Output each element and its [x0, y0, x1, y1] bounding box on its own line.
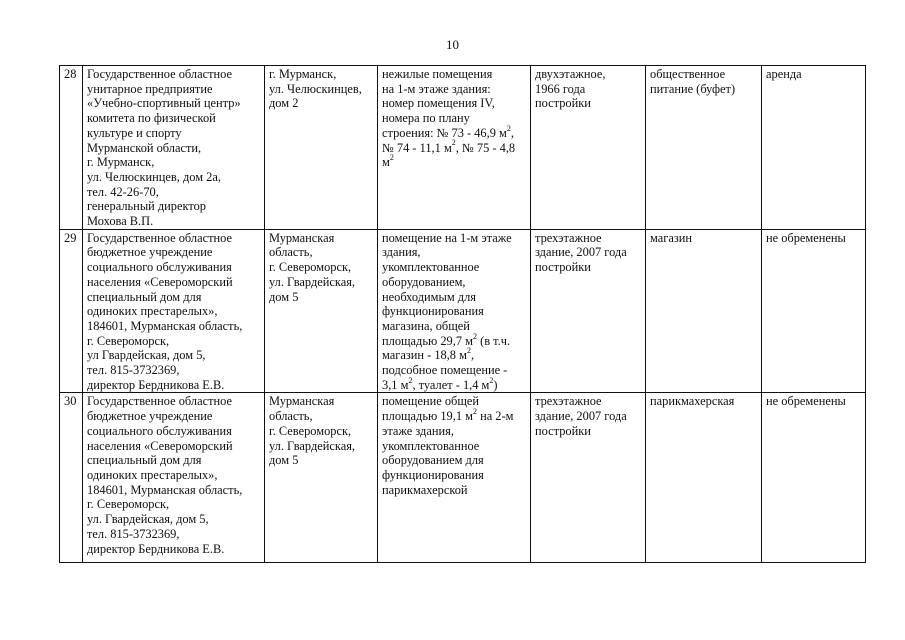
purpose-cell-line: магазин — [650, 230, 692, 245]
building-cell-line: здание, 2007 года — [535, 245, 627, 260]
building-cell-line: трехэтажное — [535, 230, 602, 245]
premises-cell-line: функционирования — [382, 304, 484, 319]
building-cell-line: постройки — [535, 423, 591, 438]
premises-cell-line: парикмахерской — [382, 482, 468, 497]
premises-cell-line: магазина, общей — [382, 318, 470, 333]
building-cell — [531, 393, 646, 563]
organization-cell-line: г. Североморск, — [87, 497, 170, 512]
organization-cell-line: 184601, Мурманская область, — [87, 482, 243, 497]
row-number: 29 — [60, 229, 83, 393]
premises-cell-line: помещение на 1-м этаже — [382, 230, 512, 245]
building-cell — [531, 229, 646, 393]
table-row — [60, 66, 866, 230]
premises-cell-line: функционирования — [382, 467, 484, 482]
organization-cell-line: социального обслуживания — [87, 260, 232, 275]
premises-cell-line: площадью 19,1 $м^2$ на 2-м — [382, 407, 514, 424]
purpose-cell — [646, 393, 762, 563]
address-cell-line: ул. Гвардейская, — [269, 274, 356, 289]
organization-cell-line: унитарное предприятие — [87, 81, 213, 96]
encumbrance-cell — [762, 229, 866, 393]
row-number: 30 — [60, 393, 83, 563]
premises-cell-line: площадью 29,7 $м^2$ (в т.ч. — [382, 331, 511, 348]
organization-cell-line: бюджетное учреждение — [87, 409, 213, 424]
building-cell-line: трехэтажное — [535, 394, 602, 409]
premises-cell-line: оборудованием для — [382, 453, 484, 468]
encumbrance-cell-line: аренда — [766, 67, 802, 81]
organization-cell-line: тел. 815-3732369, — [87, 363, 180, 378]
purpose-cell-line: парикмахерская — [650, 394, 735, 409]
organization-cell-line: генеральный директор — [87, 199, 206, 214]
premises-cell-line: помещение общей — [382, 394, 480, 409]
page-number: 10 — [446, 37, 459, 52]
building-cell-line: постройки — [535, 260, 591, 275]
premises-cell — [378, 66, 531, 230]
premises-cell-line: $м^2$ — [382, 153, 394, 170]
address-cell-line: г. Североморск, — [269, 423, 352, 438]
purpose-cell — [646, 229, 762, 393]
address-cell-line: ул. Челюскинцев, — [269, 81, 362, 96]
row-number: 28 — [60, 66, 83, 230]
organization-cell-line: культуре и спорту — [87, 125, 182, 140]
premises-cell-line: необходимым для — [382, 289, 476, 304]
organization-cell-line: комитета по физической — [87, 111, 216, 126]
building-cell-line: постройки — [535, 96, 591, 111]
address-cell-line: область, — [269, 245, 313, 260]
organization-cell-line: 184601, Мурманская область, — [87, 318, 243, 333]
organization-cell-line: тел. 815-3732369, — [87, 526, 180, 541]
building-cell — [531, 66, 646, 230]
organization-cell-line: г. Мурманск, — [87, 155, 155, 170]
purpose-cell-line: общественное — [650, 67, 726, 81]
address-cell-line: область, — [269, 409, 313, 424]
encumbrance-cell — [762, 393, 866, 563]
organization-cell-line: Мохова В.П. — [87, 214, 154, 229]
encumbrance-cell-line: не обременены — [766, 230, 846, 245]
organization-cell-line: ул. Гвардейская, дом 5, — [87, 512, 209, 527]
organization-cell — [83, 229, 265, 393]
encumbrance-cell — [762, 66, 866, 230]
premises-cell-line: номер помещения IV, — [382, 96, 495, 111]
premises-cell-line: на 1-м этаже здания: — [382, 81, 491, 96]
organization-cell — [83, 393, 265, 563]
organization-cell-line: Мурманской области, — [87, 140, 202, 155]
premises-cell — [378, 393, 531, 563]
purpose-cell — [646, 66, 762, 230]
address-cell — [265, 393, 378, 563]
premises-cell-line: этаже здания, — [382, 423, 454, 438]
building-cell-line: двухэтажное, — [535, 67, 606, 81]
premises-cell-line: строения: № 73 - 46,9 $м^2$, — [382, 123, 514, 140]
address-cell-line: г. Североморск, — [269, 260, 352, 275]
address-cell-line: Мурманская — [269, 394, 335, 409]
organization-cell-line: бюджетное учреждение — [87, 245, 213, 260]
address-cell-line: дом 2 — [269, 96, 299, 111]
premises-cell-line: укомплектованное — [382, 260, 480, 275]
organization-cell-line: одиноких престарелых», — [87, 304, 218, 319]
organization-cell-line: населения «Североморский — [87, 438, 233, 453]
organization-cell-line: ул. Челюскинцев, дом 2а, — [87, 169, 221, 184]
organization-cell-line: социального обслуживания — [87, 423, 232, 438]
address-cell — [265, 66, 378, 230]
address-cell-line: г. Мурманск, — [269, 67, 337, 81]
premises-cell-line: 3,1 $м^2$, туалет - 1,4 $м^2$) — [382, 375, 498, 392]
organization-cell-line: Государственное областное — [87, 230, 232, 245]
table-row — [60, 393, 866, 563]
premises-cell-line: № 74 - 11,1 $м^2$, № 75 - 4,8 — [382, 138, 516, 155]
organization-cell-line: тел. 42-26-70, — [87, 184, 159, 199]
purpose-cell-line: питание (буфет) — [650, 81, 736, 96]
premises-cell-line: оборудованием, — [382, 274, 466, 289]
organization-cell-line: Государственное областное — [87, 67, 232, 81]
organization-cell-line: одиноких престарелых», — [87, 467, 218, 482]
organization-cell-line: Государственное областное — [87, 394, 232, 409]
organization-cell-line: «Учебно-спортивный центр» — [87, 96, 241, 111]
building-cell-line: здание, 2007 года — [535, 409, 627, 424]
premises-cell-line: подсобное помещение - — [382, 363, 508, 378]
organization-cell-line: г. Североморск, — [87, 333, 170, 348]
premises-cell-line: номера по плану — [382, 111, 470, 126]
organization-cell-line: директор Бердникова Е.В. — [87, 377, 225, 392]
premises-cell — [378, 229, 531, 393]
organization-cell-line: директор Бердникова Е.В. — [87, 541, 225, 556]
organization-cell-line: специальный дом для — [87, 289, 202, 304]
premises-cell-line: магазин - 18,8 $м^2$, — [382, 346, 475, 363]
premises-cell-line: нежилые помещения — [382, 67, 493, 81]
address-cell-line: дом 5 — [269, 453, 299, 468]
address-cell-line: дом 5 — [269, 289, 299, 304]
address-cell-line: ул. Гвардейская, — [269, 438, 356, 453]
property-table — [59, 65, 866, 563]
premises-cell-line: укомплектованное — [382, 438, 480, 453]
table-row — [60, 229, 866, 393]
organization-cell — [83, 66, 265, 230]
organization-cell-line: населения «Североморский — [87, 274, 233, 289]
organization-cell-line: ул Гвардейская, дом 5, — [87, 348, 206, 363]
premises-cell-line: здания, — [382, 245, 421, 260]
encumbrance-cell-line: не обременены — [766, 394, 846, 409]
organization-cell-line: специальный дом для — [87, 453, 202, 468]
address-cell-line: Мурманская — [269, 230, 335, 245]
building-cell-line: 1966 года — [535, 81, 586, 96]
address-cell — [265, 229, 378, 393]
